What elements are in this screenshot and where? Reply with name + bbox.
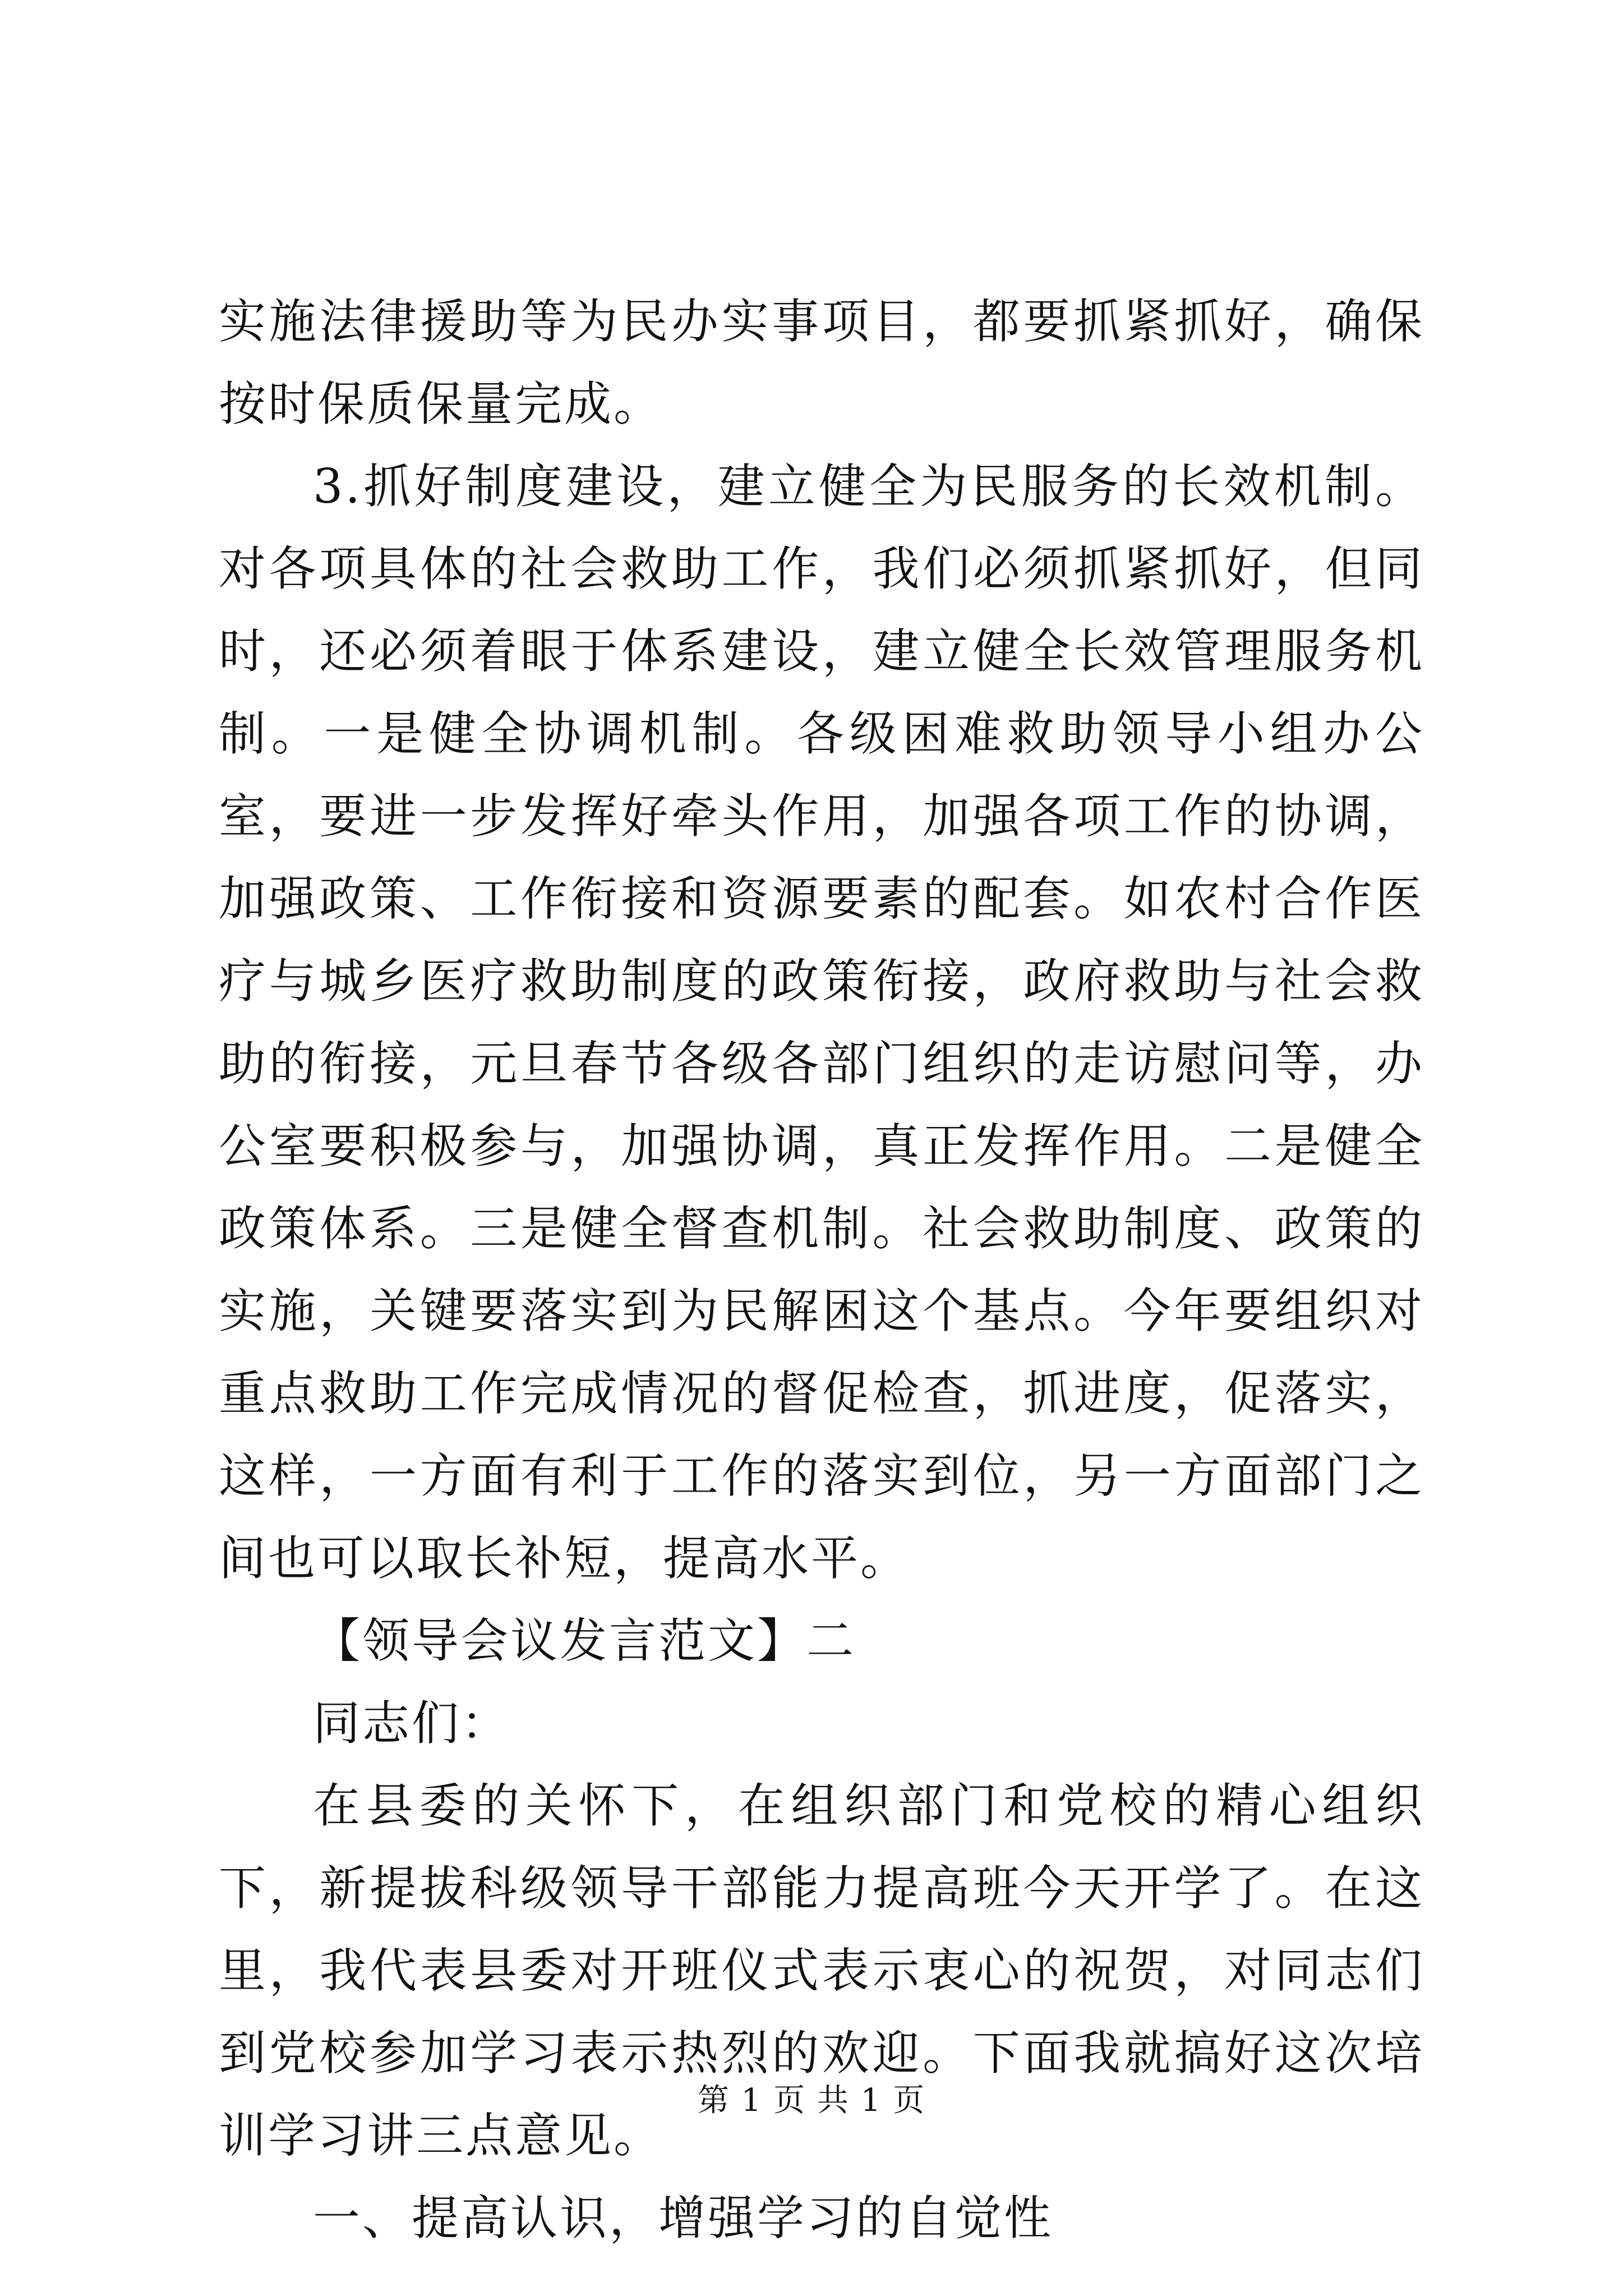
section-heading: 【领导会议发言范文】二	[313, 1613, 856, 1668]
paragraph-system-building: 3.抓好制度建设，建立健全为民服务的长效机制。对各项具体的社会救助工作，我们必须抓紧抓好，但同时，还必须着眼于体系建设，建立健全长效管理服务机制。一是健全协调机制。各级困难救助领导小组办公室，要进一步发挥好牵头作用，加强各项工作的协调，加强政策、工作衔接和资源要素的配套。如农村合作医疗与城乡医疗救助制度的政策衔接，政府救助与社会救助的衔接，元旦春节各级各部门组织的走访慰问等，办公室要积极参与，加强协调，真正发挥作用。二是健全政策体系。三是健全督查机制。社会救助制度、政策的实施，关键要落实到为民解困这个基点。今年要组织对重点救助工作完成情况的督促检查，抓进度，促落实，这样，一方面有利于工作的落实到位，另一方面部门之间也可以取长补短，提高水平。	[219, 459, 1424, 1586]
page-number-footer: 第 1 页 共 1 页	[697, 2082, 926, 2119]
paragraph-continuation: 实施法律援助等为民办实事项目，都要抓紧抓好，确保按时保质保量完成。	[219, 294, 1424, 431]
paragraph-opening: 在县委的关怀下，在组织部门和党校的精心组织下，新提拔科级领导干部能力提高班今天开学了。在这里，我代表县委对开班仪式表示衷心的祝贺，对同志们到党校参加学习表示热烈的欢迎。下面我就搞好这次培训学习讲三点意见。	[219, 1778, 1424, 2163]
document-body	[219, 280, 1424, 2260]
subheading: 一、提高认识，增强学习的自觉性	[313, 2191, 1054, 2246]
salutation: 同志们：	[313, 1696, 511, 1751]
